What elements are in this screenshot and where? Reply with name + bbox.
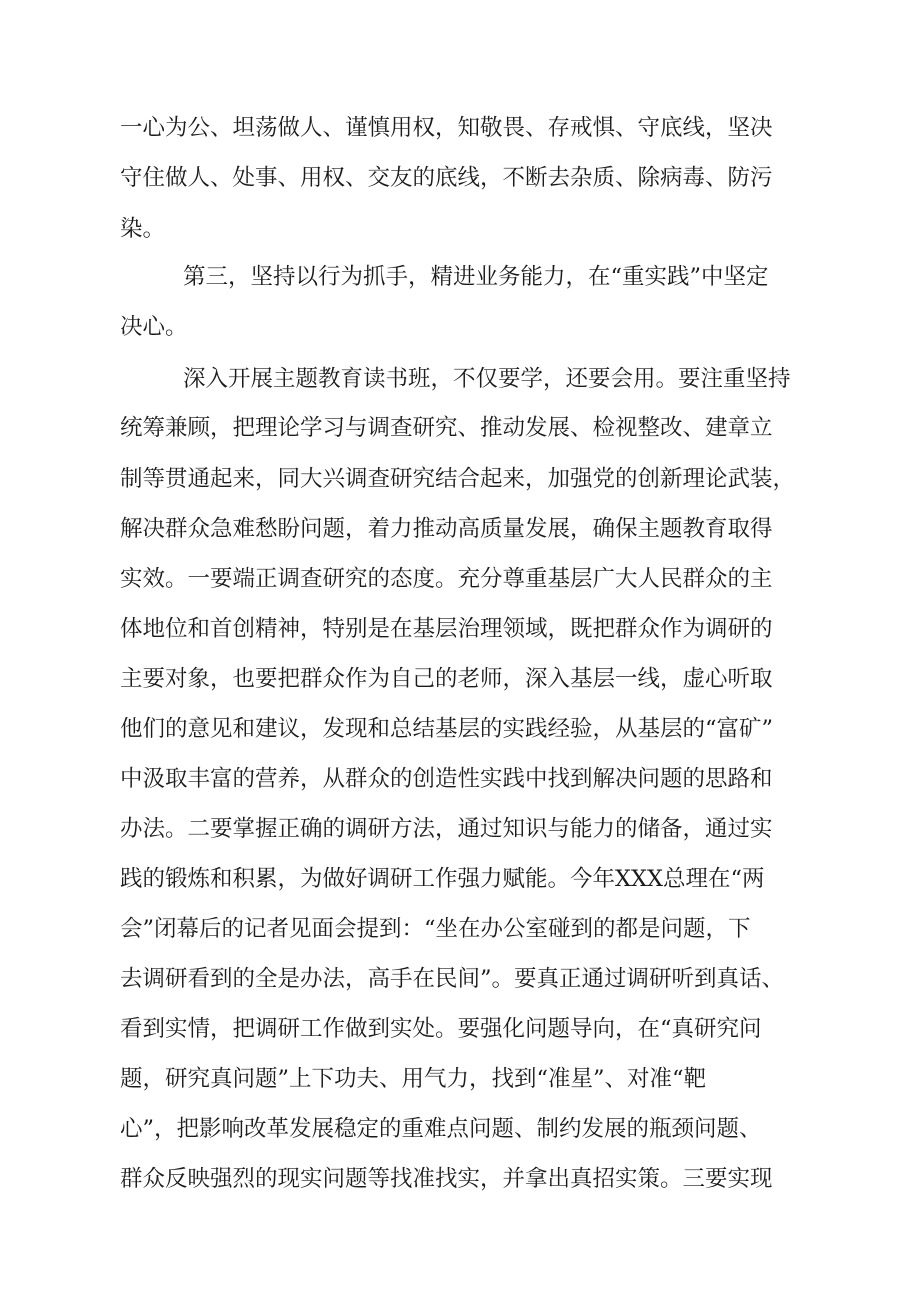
text-line: 守住做人、处事、用权、交友的底线，不断去杂质、除病毒、防污 — [120, 165, 773, 191]
text-line: 染。 — [120, 216, 166, 242]
text-line: 制等贯通起来，同大兴调查研究结合起来，加强党的创新理论武装， — [120, 466, 796, 492]
text-line: 深入开展主题教育读书班，不仅要学，还要会用。要注重坚持 — [183, 366, 791, 392]
text-line: 一心为公、坦荡做人、谨慎用权，知敬畏、存戒惧、守底线，坚决 — [120, 115, 773, 141]
text-line: 看到实情，把调研工作做到实处。要强化问题导向，在“真研究问 — [120, 1016, 762, 1042]
text-line: 去调研看到的全是办法，高手在民间”。要真正通过调研听到真话、 — [120, 966, 785, 992]
text-line: 中汲取丰富的营养，从群众的创造性实践中找到解决问题的思路和 — [120, 766, 773, 792]
text-line: 题，研究真问题”上下功夫、用气力，找到“准星”、对准“靶 — [120, 1066, 707, 1092]
section-heading: 决心。 — [120, 314, 188, 340]
text-line: 解决群众急难愁盼问题，着力推动高质量发展，确保主题教育取得 — [120, 516, 773, 542]
section-heading: 第三，坚持以行为抓手，精进业务能力，在“重实践”中坚定 — [183, 264, 769, 290]
text-line: 统筹兼顾，把理论学习与调查研究、推动发展、检视整改、建章立 — [120, 415, 773, 441]
text-line: 群众反映强烈的现实问题等找准找实，并拿出真招实策。三要实现 — [120, 1166, 773, 1192]
text-line: 心”，把影响改革发展稳定的重难点问题、制约发展的瓶颈问题、 — [120, 1116, 762, 1142]
text-line: 实效。一要端正调查研究的态度。充分尊重基层广大人民群众的主 — [120, 566, 773, 592]
text-line: 主要对象，也要把群众作为自己的老师，深入基层一线，虚心听取 — [120, 666, 773, 692]
text-line: 办法。二要掌握正确的调研方法，通过知识与能力的储备，通过实 — [120, 816, 773, 842]
text-line: 他们的意见和建议，发现和总结基层的实践经验，从基层的“富矿” — [120, 716, 774, 742]
text-line: 体地位和首创精神，特别是在基层治理领域，既把群众作为调研的 — [120, 616, 773, 642]
text-line: 践的锻炼和积累，为做好调研工作强力赋能。今年XXX总理在“两 — [120, 866, 765, 892]
text-line: 会”闭幕后的记者见面会提到：“坐在办公室碰到的都是问题，下 — [120, 916, 751, 942]
